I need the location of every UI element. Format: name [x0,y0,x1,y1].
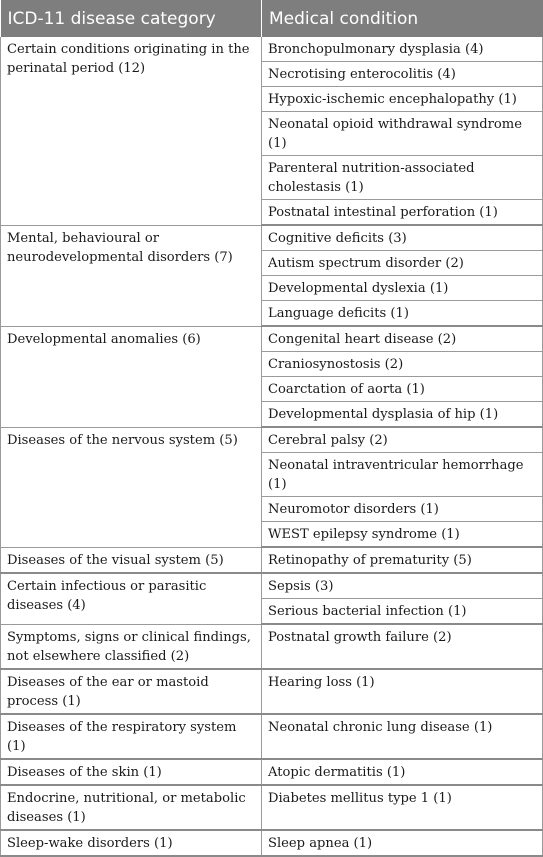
table-row [1,225,543,251]
table-row [1,669,543,714]
condition-cell: WEST epilepsy syndrome (1) [262,522,543,548]
category-cell: Mental, behavioural or neurodevelopmental disorders (7) [1,225,262,326]
condition-cell: Language deficits (1) [262,301,543,327]
category-cell: Symptoms, signs or clinical findings, not elsewhere classified (2) [1,624,262,669]
category-cell: Certain infectious or parasitic diseases (4) [1,573,262,624]
condition-cell: Neonatal intraventricular hemorrhage (1) [262,453,543,497]
condition-cell: Neuromotor disorders (1) [262,497,543,522]
condition-cell: Developmental dyslexia (1) [262,276,543,301]
condition-cell: Atopic dermatitis (1) [262,759,543,785]
condition-cell: Postnatal growth failure (2) [262,624,543,669]
category-cell: Diseases of the nervous system (5) [1,427,262,547]
condition-cell: Craniosynostosis (2) [262,352,543,377]
category-cell: Diseases of the respiratory system (1) [1,714,262,759]
table-header [1,0,543,37]
header-category: ICD-11 disease category [1,0,262,37]
category-cell: Diseases of the ear or mastoid process (1) [1,669,262,714]
category-cell: Developmental anomalies (6) [1,326,262,427]
table-row [1,37,543,62]
condition-cell: Sleep apnea (1) [262,830,543,856]
header-row [1,0,543,37]
table-row [1,785,543,830]
condition-cell: Coarctation of aorta (1) [262,377,543,402]
table-row [1,759,543,785]
table-body [1,37,543,856]
table-row [1,714,543,759]
condition-cell: Hypoxic-ischemic encephalopathy (1) [262,87,543,112]
condition-cell: Hearing loss (1) [262,669,543,714]
condition-cell: Parenteral nutrition-associated cholestasis (1) [262,156,543,200]
table-row [1,326,543,352]
table-row [1,547,543,573]
header-condition: Medical condition [262,0,543,37]
condition-cell: Cerebral palsy (2) [262,427,543,453]
category-cell: Certain conditions originating in the perinatal period (12) [1,37,262,225]
condition-cell: Postnatal intestinal perforation (1) [262,200,543,226]
condition-cell: Bronchopulmonary dysplasia (4) [262,37,543,62]
condition-cell: Retinopathy of prematurity (5) [262,547,543,573]
condition-cell: Neonatal chronic lung disease (1) [262,714,543,759]
condition-cell: Autism spectrum disorder (2) [262,251,543,276]
category-cell: Diseases of the skin (1) [1,759,262,785]
condition-cell: Developmental dysplasia of hip (1) [262,402,543,428]
table-row [1,573,543,599]
condition-cell: Congenital heart disease (2) [262,326,543,352]
condition-cell: Diabetes mellitus type 1 (1) [262,785,543,830]
table-row [1,830,543,856]
category-cell: Diseases of the visual system (5) [1,547,262,573]
category-cell: Endocrine, nutritional, or metabolic diseases (1) [1,785,262,830]
table-row [1,427,543,453]
condition-cell: Cognitive deficits (3) [262,225,543,251]
condition-cell: Necrotising enterocolitis (4) [262,62,543,87]
condition-cell: Sepsis (3) [262,573,543,599]
condition-cell: Serious bacterial infection (1) [262,599,543,625]
condition-cell: Neonatal opioid withdrawal syndrome (1) [262,112,543,156]
table-row [1,624,543,669]
category-cell: Sleep-wake disorders (1) [1,830,262,856]
